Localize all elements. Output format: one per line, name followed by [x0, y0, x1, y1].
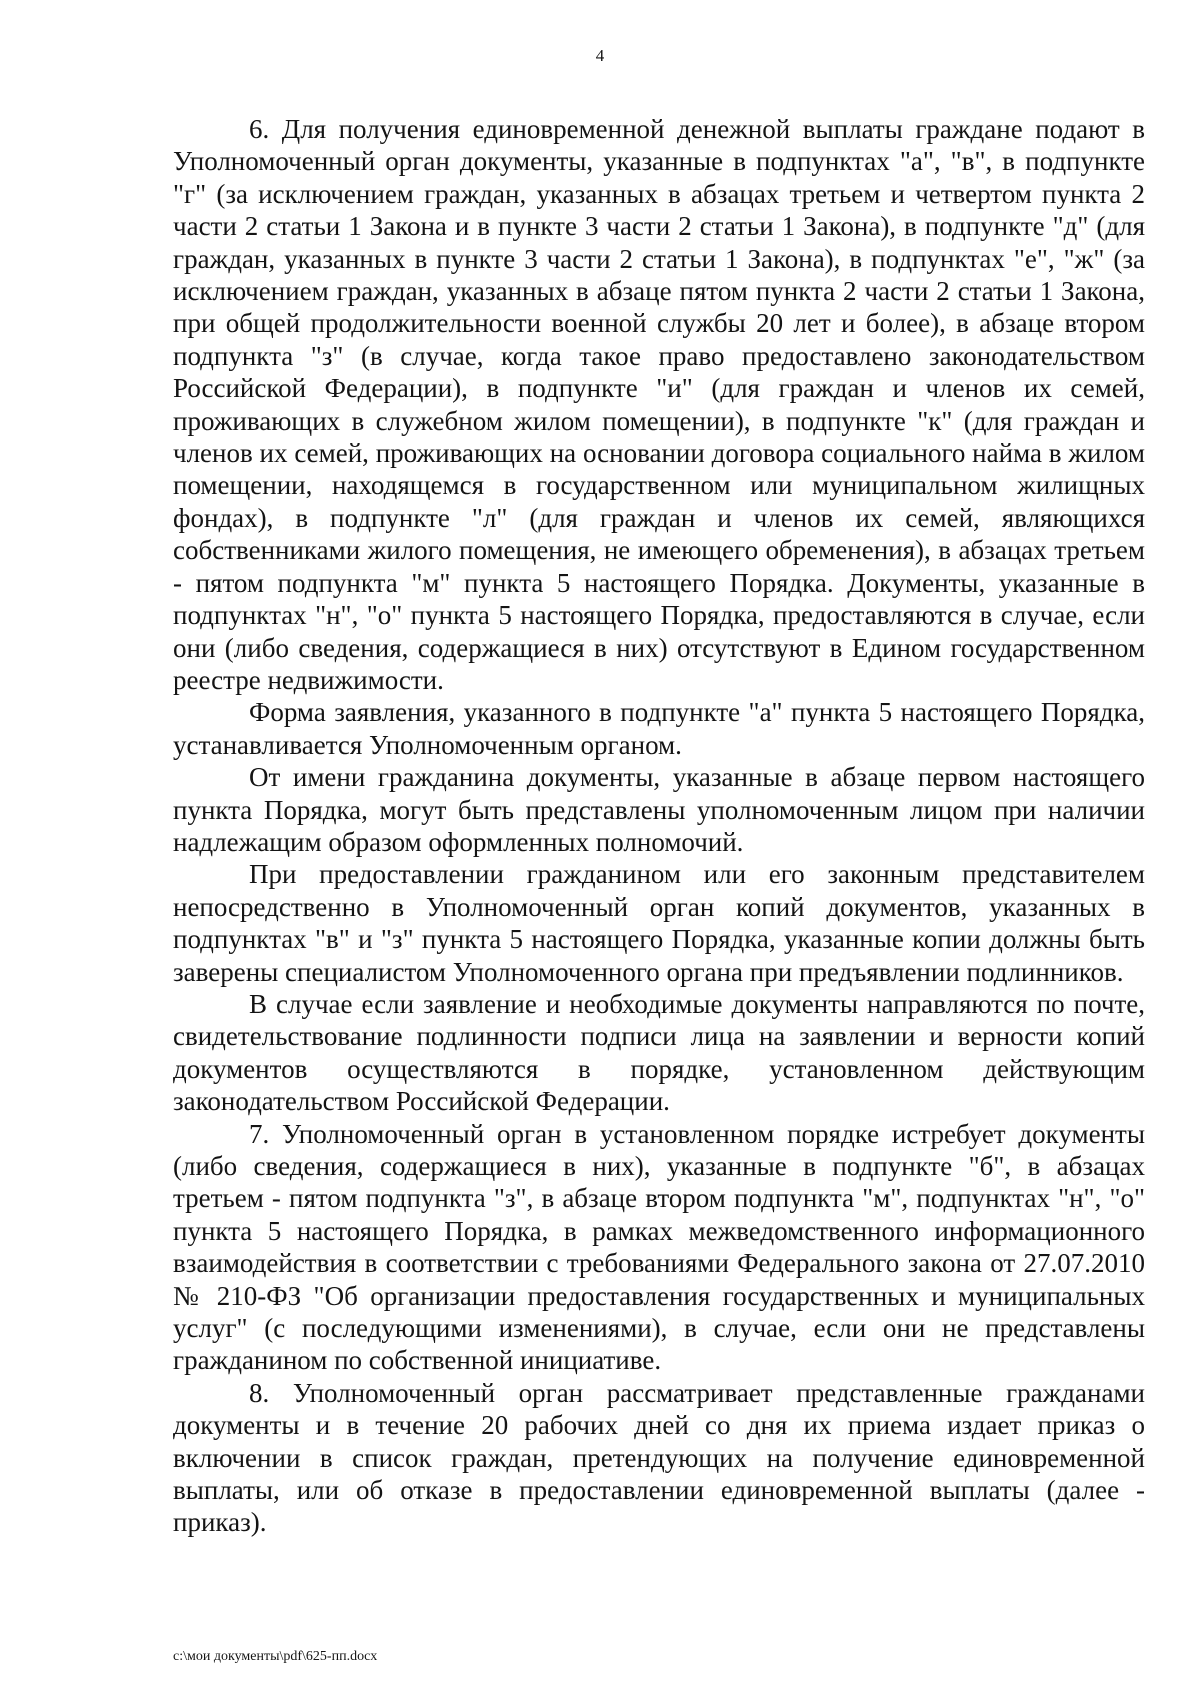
- paragraph-postal-submission: В случае если заявление и необходимые документы направляются по почте, свидетельствование подлинности подписи лица на заявлении и верности копий документов осуществляются в порядке, установленном действующим законодательством Российской Федерации.: [173, 988, 1145, 1117]
- paragraph-7: 7. Уполномоченный орган в установленном порядке истребует документы (либо сведения, содержащиеся в них), указанные в подпункте "б", в абзацах третьем - пятом подпункта "з", в абзаце втором подпункта "м", подпунктах "н", "о" пункта 5 настоящего Порядка, в рамках межведомственного информационного взаимодействия в соответствии с требованиями Федерального закона от 27.07.2010 № 210-ФЗ "Об организации предоставления государственных и муниципальных услуг" (с последующими изменениями), в случае, если они не представлены гражданином по собственной инициативе.: [173, 1118, 1145, 1376]
- footer-file-path: c:\мои документы\pdf\625-пп.docx: [173, 1649, 378, 1664]
- paragraph-form-of-application: Форма заявления, указанного в подпункте "а" пункта 5 настоящего Порядка, устанавливается Уполномоченным органом.: [173, 697, 1145, 760]
- page-number: 4: [595, 46, 605, 65]
- paragraph-6: 6. Для получения единовременной денежной выплаты граждане подают в Уполномоченный орган документы, указанные в подпунктах "а", "в", в подпункте "г" (за исключением граждан, указанных в абзацах третьем и четвертом пункта 2 части 2 статьи 1 Закона и в пункте 3 части 2 статьи 1 Закона), в подпункте "д" (для граждан, указанных в пункте 3 части 2 статьи 1 Закона), в подпунктах "е", "ж" (за исключением граждан, указанных в абзаце пятом пункта 2 части 2 статьи 1 Закона, при общей продолжительности военной службы 20 лет и более), в абзаце втором подпункта "з" (в случае, когда такое право предоставлено законодательством Российской Федерации), в подпункте "и" (для граждан и членов их семей, проживающих в служебном жилом помещении), в подпункте "к" (для граждан и членов их семей, проживающих на основании договора социального найма в жилом помещении, находящемся в государственном или муниципальном жилищных фондах), в подпункте "л" (для граждан и членов их семей, являющихся собственниками жилого помещения, не имеющего обременения), в абзацах третьем - пятом подпункта "м" пункта 5 настоящего Порядка. Документы, указанные в подпунктах "н", "о" пункта 5 настоящего Порядка, предоставляются в случае, если они (либо сведения, содержащиеся в них) отсутствуют в Едином государственном реестре недвижимости.: [173, 114, 1145, 695]
- document-body: [173, 113, 1145, 1539]
- paragraph-8: 8. Уполномоченный орган рассматривает представленные гражданами документы и в течение 20 рабочих дней со дня их приема издает приказ о включении в список граждан, претендующих на получение единовременной выплаты, или об отказе в предоставлении единовременной выплаты (далее - приказ).: [173, 1377, 1145, 1538]
- paragraph-certified-copies: При предоставлении гражданином или его законным представителем непосредственно в Уполномоченный орган копий документов, указанных в подпунктах "в" и "з" пункта 5 настоящего Порядка, указанные копии должны быть заверены специалистом Уполномоченного органа при предъявлении подлинников.: [173, 859, 1145, 987]
- paragraph-representative: От имени гражданина документы, указанные в абзаце первом настоящего пункта Порядка, могут быть представлены уполномоченным лицом при наличии надлежащим образом оформленных полномочий.: [173, 762, 1145, 857]
